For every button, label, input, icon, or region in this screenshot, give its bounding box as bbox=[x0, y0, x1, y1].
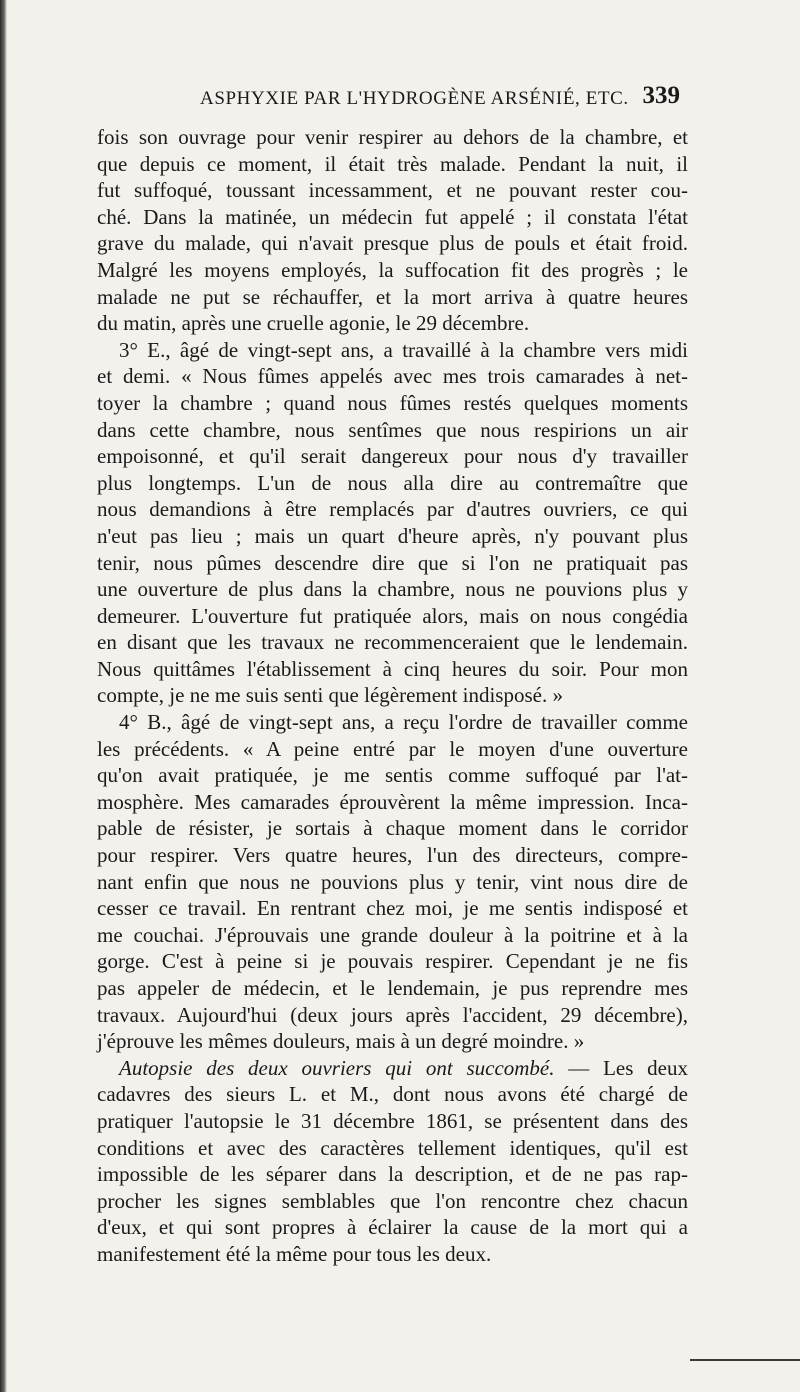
text-line: une ouverture de plus dans la chambre, nous ne pouvions plus y bbox=[97, 577, 688, 602]
text-line-fragment: — Les deux bbox=[568, 1055, 688, 1080]
text-line: du matin, après une cruelle agonie, le 29 décembre. bbox=[97, 311, 530, 336]
text-line: 3° E., âgé de vingt-sept ans, a travaillé à la chambre vers midi bbox=[119, 337, 688, 362]
text-line: me couchai. J'éprouvais une grande douleur à la poitrine et à la bbox=[97, 922, 688, 947]
text-line: pas appeler de médecin, et le lendemain, je pus reprendre mes bbox=[97, 976, 688, 1000]
text-line: malade ne put se réchauffer, et la mort arriva à quatre heures bbox=[97, 284, 688, 309]
body-text bbox=[97, 124, 688, 1268]
text-line: plus longtemps. L'un de nous alla dire au contremaître que bbox=[97, 470, 688, 495]
page-number: 339 bbox=[642, 82, 680, 109]
text-line: ché. Dans la matinée, un médecin fut appelé ; il constata l'état bbox=[97, 204, 688, 229]
text-line: Malgré les moyens employés, la suffocation fit des progrès ; le bbox=[97, 257, 688, 282]
binding-edge bbox=[0, 0, 7, 1392]
running-head: ASPHYXIE PAR L'HYDROGÈNE ARSÉNIÉ, ETC. bbox=[200, 88, 629, 109]
text-line: cesser ce travail. En rentrant chez moi, je me sentis indisposé et bbox=[97, 896, 688, 921]
text-line: tenir, nous pûmes descendre dire que si l'on ne pratiquait pas bbox=[97, 550, 688, 575]
text-line: nous demandions à être remplacés par d'autres ouvriers, ce qui bbox=[97, 497, 688, 522]
text-line: grave du malade, qui n'avait presque plus de pouls et était froid. bbox=[97, 231, 688, 256]
text-line: que depuis ce moment, il était très malade. Pendant la nuit, il bbox=[97, 151, 688, 176]
text-line: cadavres des sieurs L. et M., dont nous avons été chargé de bbox=[97, 1082, 688, 1107]
text-line: compte, je ne me suis senti que légèrement indisposé. » bbox=[97, 683, 563, 708]
text-line: d'eux, et qui sont propres à éclairer la cause de la mort qui a bbox=[97, 1215, 688, 1240]
text-line: manifestement été la même pour tous les deux. bbox=[97, 1241, 492, 1266]
section-heading-line bbox=[97, 1055, 688, 1082]
text-line: toyer la chambre ; quand nous fûmes restés quelques moments bbox=[97, 390, 688, 415]
page-header bbox=[200, 82, 680, 118]
text-line: pratiquer l'autopsie le 31 décembre 1861, se présentent dans des bbox=[97, 1108, 688, 1133]
autopsy-heading: Autopsie des deux ouvriers qui ont succombé. bbox=[119, 1055, 555, 1080]
text-line: les précédents. « A peine entré par le moyen d'une ouverture bbox=[97, 736, 688, 761]
text-line: n'eut pas lieu ; mais un quart d'heure après, n'y pouvant plus bbox=[97, 523, 688, 548]
text-line: fut suffoqué, toussant incessamment, et ne pouvant rester cou- bbox=[97, 178, 688, 203]
text-line: pour respirer. Vers quatre heures, l'un des directeurs, compre- bbox=[97, 843, 688, 868]
text-line: 4° B., âgé de vingt-sept ans, a reçu l'ordre de travailler comme bbox=[119, 710, 688, 735]
text-line: conditions et avec des caractères tellement identiques, qu'il est bbox=[97, 1135, 688, 1160]
text-line: procher les signes semblables que l'on rencontre chez chacun bbox=[97, 1188, 688, 1213]
text-line: nant enfin que nous ne pouvions plus y tenir, vint nous dire de bbox=[97, 869, 688, 894]
text-line: travaux. Aujourd'hui (deux jours après l'accident, 29 décembre), bbox=[97, 1002, 688, 1027]
text-line: gorge. C'est à peine si je pouvais respirer. Cependant je ne fis bbox=[97, 949, 688, 974]
text-line: Nous quittâmes l'établissement à cinq heures du soir. Pour mon bbox=[97, 656, 688, 681]
text-line: j'éprouve les mêmes douleurs, mais à un degré moindre. » bbox=[97, 1029, 585, 1054]
text-line: et demi. « Nous fûmes appelés avec mes trois camarades à net- bbox=[97, 364, 688, 389]
text-line: qu'on avait pratiquée, je me sentis comme suffoqué par l'at- bbox=[97, 763, 688, 788]
bottom-edge-rule bbox=[690, 1359, 800, 1361]
text-line: pable de résister, je sortais à chaque moment dans le corridor bbox=[97, 816, 688, 841]
text-line: mosphère. Mes camarades éprouvèrent la même impression. Inca- bbox=[97, 789, 688, 814]
text-line: fois son ouvrage pour venir respirer au dehors de la chambre, et bbox=[97, 125, 688, 149]
text-line: impossible de les séparer dans la description, et de ne pas rap- bbox=[97, 1162, 688, 1187]
text-line: demeurer. L'ouverture fut pratiquée alors, mais on nous congédia bbox=[97, 603, 688, 628]
text-line: empoisonné, et qu'il serait dangereux pour nous d'y travailler bbox=[97, 444, 688, 469]
text-line: dans cette chambre, nous sentîmes que nous respirions un air bbox=[97, 417, 688, 442]
text-line: en disant que les travaux ne recommenceraient que le lendemain. bbox=[97, 630, 688, 655]
